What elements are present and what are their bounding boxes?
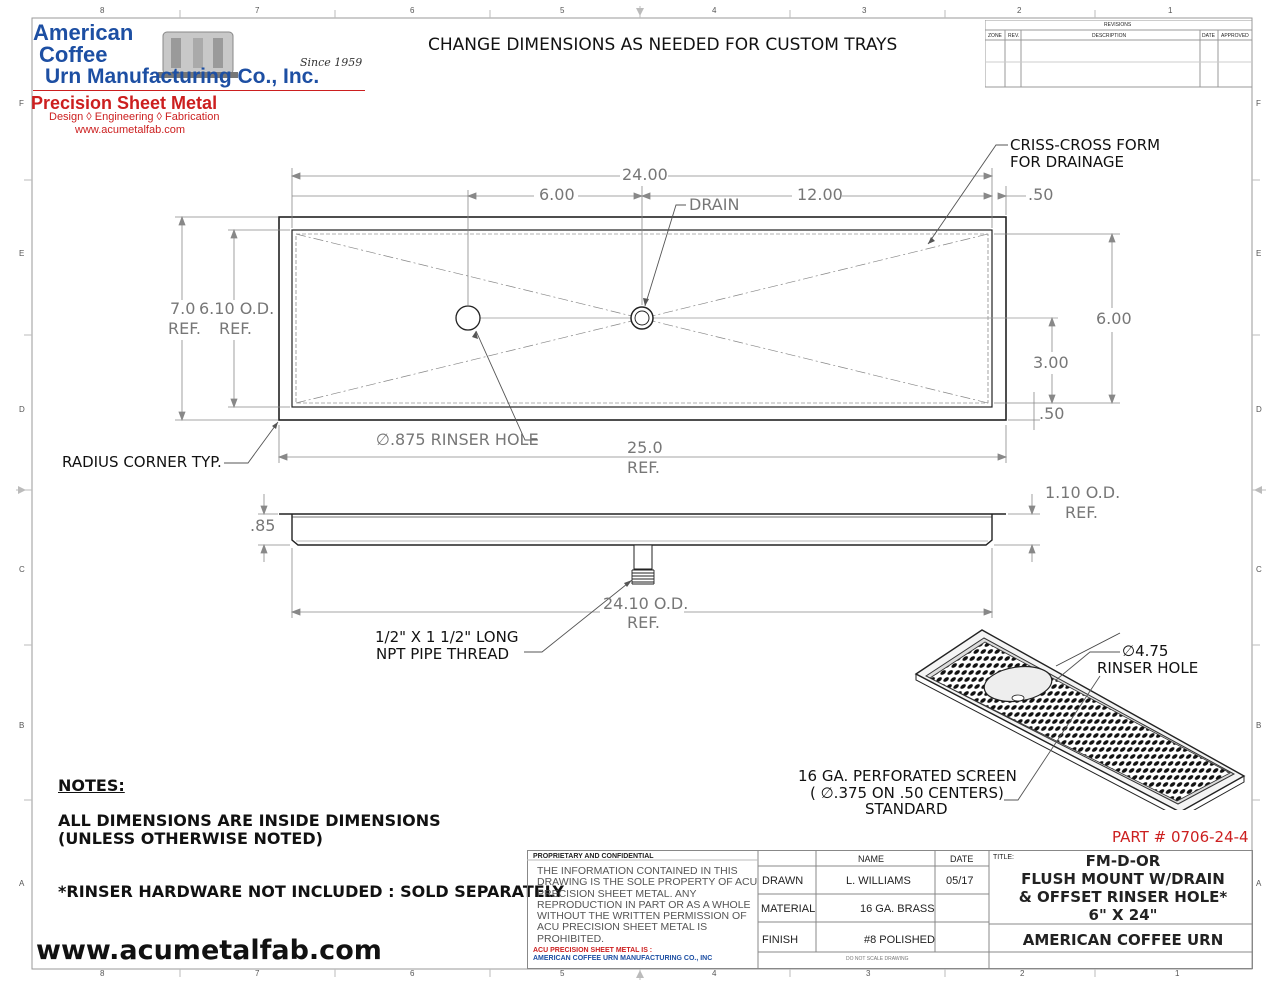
- revisions-col-zone: ZONE: [988, 33, 1002, 39]
- dim-total-length: 25.0: [627, 438, 663, 457]
- zone-letter: B: [1256, 721, 1262, 730]
- part-number: PART # 0706-24-4: [1112, 828, 1249, 846]
- zone-number: 6: [410, 969, 415, 978]
- zone-number: 4: [712, 969, 717, 978]
- zone-letter: E: [1256, 249, 1262, 258]
- logo-services: Design ◊ Engineering ◊ Fabrication: [49, 111, 220, 123]
- dim-overall-length: 24.00: [622, 165, 668, 184]
- dim-od-height: 6.10 O.D.: [199, 299, 275, 318]
- dim-depth: .85: [250, 516, 276, 535]
- dim-od-length-ref: REF.: [627, 613, 660, 632]
- notes-line-3: *RINSER HARDWARE NOT INCLUDED : SOLD SEPARATELY: [58, 882, 564, 901]
- zone-number: 8: [100, 6, 105, 15]
- zone-letter: C: [1256, 565, 1262, 574]
- dim-rinser-offset: 6.00: [539, 185, 575, 204]
- zone-number: 1: [1175, 969, 1180, 978]
- zone-number: 2: [1020, 969, 1025, 978]
- acu-line: ACU PRECISION SHEET METAL IS :: [533, 947, 653, 954]
- zone-number: 2: [1017, 6, 1022, 15]
- revisions-col-approved: APPROVED: [1221, 33, 1249, 39]
- drawn-date: 05/17: [946, 875, 974, 887]
- dim-ref-height: 7.0: [170, 299, 196, 318]
- logo-since: Since 1959: [300, 56, 363, 69]
- screen-label: 16 GA. PERFORATED SCREEN: [798, 767, 1017, 785]
- finish-label: FINISH: [762, 934, 799, 946]
- proprietary-heading: PROPRIETARY AND CONFIDENTIAL: [533, 853, 654, 860]
- zone-number: 4: [712, 6, 717, 15]
- notes-heading: NOTES:: [58, 776, 125, 795]
- revisions-col-date: DATE: [1202, 33, 1215, 39]
- revisions-col-rev: REV.: [1008, 33, 1020, 39]
- notes-line-2: (UNLESS OTHERWISE NOTED): [58, 829, 323, 848]
- zone-number: 5: [560, 6, 565, 15]
- material-label: MATERIAL: [761, 903, 816, 915]
- screen-label-2: ( ∅.375 ON .50 CENTERS): [810, 784, 1004, 802]
- zone-number: 6: [410, 6, 415, 15]
- dim-drain-offset: 12.00: [797, 185, 843, 204]
- dim-od-depth-ref: REF.: [1065, 503, 1098, 522]
- criss-cross-label: CRISS-CROSS FORM: [1010, 136, 1161, 154]
- dim-od-depth: 1.10 O.D.: [1045, 483, 1121, 502]
- title-company: AMERICAN COFFEE URN: [1022, 931, 1224, 949]
- logo-url: www.acumetalfab.com: [75, 124, 186, 136]
- zone-letter: A: [1256, 879, 1262, 888]
- finish-value: #8 POLISHED: [864, 934, 935, 946]
- iso-rinser-hole-label: RINSER HOLE: [1097, 659, 1199, 677]
- radius-corner-label: RADIUS CORNER TYP.: [62, 453, 222, 471]
- criss-cross-label-2: FOR DRAINAGE: [1010, 153, 1124, 171]
- footer-url[interactable]: www.acumetalfab.com: [36, 935, 382, 966]
- logo-line-1: American: [33, 20, 134, 45]
- dim-od-length: 24.10 O.D.: [603, 594, 689, 613]
- zone-letter: F: [1256, 99, 1261, 108]
- zone-number: 1: [1168, 6, 1173, 15]
- title-line-4: 6" X 24": [1088, 906, 1158, 924]
- title-label: TITLE:: [993, 854, 1015, 861]
- dim-od-height-ref: REF.: [219, 319, 252, 338]
- logo-division: Precision Sheet Metal: [31, 93, 218, 113]
- zone-letter: B: [19, 721, 25, 730]
- zone-number: 8: [100, 969, 105, 978]
- dim-inside-height: 6.00: [1096, 309, 1132, 328]
- title-line-1: FM-D-OR: [1085, 852, 1161, 870]
- material-value: 16 GA. BRASS: [860, 903, 935, 915]
- dim-total-length-ref: REF.: [627, 458, 660, 477]
- name-header: NAME: [858, 854, 885, 864]
- zone-letter: D: [19, 405, 25, 414]
- zone-number: 7: [255, 969, 260, 978]
- title-line-3: & OFFSET RINSER HOLE*: [1018, 888, 1228, 906]
- zone-letter: C: [19, 565, 25, 574]
- zone-letter: F: [19, 99, 24, 108]
- drawn-label: DRAWN: [762, 875, 804, 887]
- zone-number: 3: [866, 969, 871, 978]
- notes-line-1: ALL DIMENSIONS ARE INSIDE DIMENSIONS: [58, 811, 441, 830]
- logo-line-3: Urn Manufacturing Co., Inc.: [45, 65, 320, 88]
- zone-letter: A: [19, 879, 25, 888]
- pipe-thread-label-2: NPT PIPE THREAD: [376, 645, 510, 663]
- drawn-name: L. WILLIAMS: [846, 875, 911, 887]
- zone-letter: D: [1256, 405, 1262, 414]
- dim-ref-height-ref: REF.: [168, 319, 201, 338]
- dim-flange-bottom: .50: [1039, 404, 1065, 423]
- zone-number: 3: [862, 6, 867, 15]
- logo-line-2: Coffee: [39, 42, 108, 67]
- do-not-scale: DO NOT SCALE DRAWING: [846, 956, 909, 962]
- revisions-title: REVISIONS: [1104, 22, 1132, 28]
- zone-number: 7: [255, 6, 260, 15]
- header-note: CHANGE DIMENSIONS AS NEEDED FOR CUSTOM TRAYS: [428, 35, 898, 55]
- pipe-thread-label: 1/2" X 1 1/2" LONG: [375, 628, 519, 646]
- proprietary-text: THE INFORMATION CONTAINED IN THIS DRAWING IS THE SOLE PROPERTY OF ACU PRECISION SHEET METAL. ANY REPRODUCTION IN PART OR AS A WHOLE WITHOUT THE WRITTEN PERMISSION OF ACU PRECISION SHEET METAL IS PROHIBITED.: [537, 865, 758, 945]
- dim-flange-top: .50: [1028, 185, 1054, 204]
- date-header: DATE: [950, 854, 974, 864]
- dim-half-height: 3.00: [1033, 353, 1069, 372]
- revisions-col-description: DESCRIPTION: [1092, 33, 1127, 39]
- rinser-hole-label: ∅.875 RINSER HOLE: [376, 430, 539, 449]
- title-line-2: FLUSH MOUNT W/DRAIN: [1021, 870, 1225, 888]
- drain-label: DRAIN: [689, 195, 740, 214]
- zone-letter: E: [19, 249, 25, 258]
- acu-company: AMERICAN COFFEE URN MANUFACTURING CO., INC: [533, 955, 713, 962]
- zone-number: 5: [560, 969, 565, 978]
- iso-rinser-hole-dim: ∅4.75: [1122, 642, 1169, 660]
- screen-label-3: STANDARD: [865, 800, 948, 818]
